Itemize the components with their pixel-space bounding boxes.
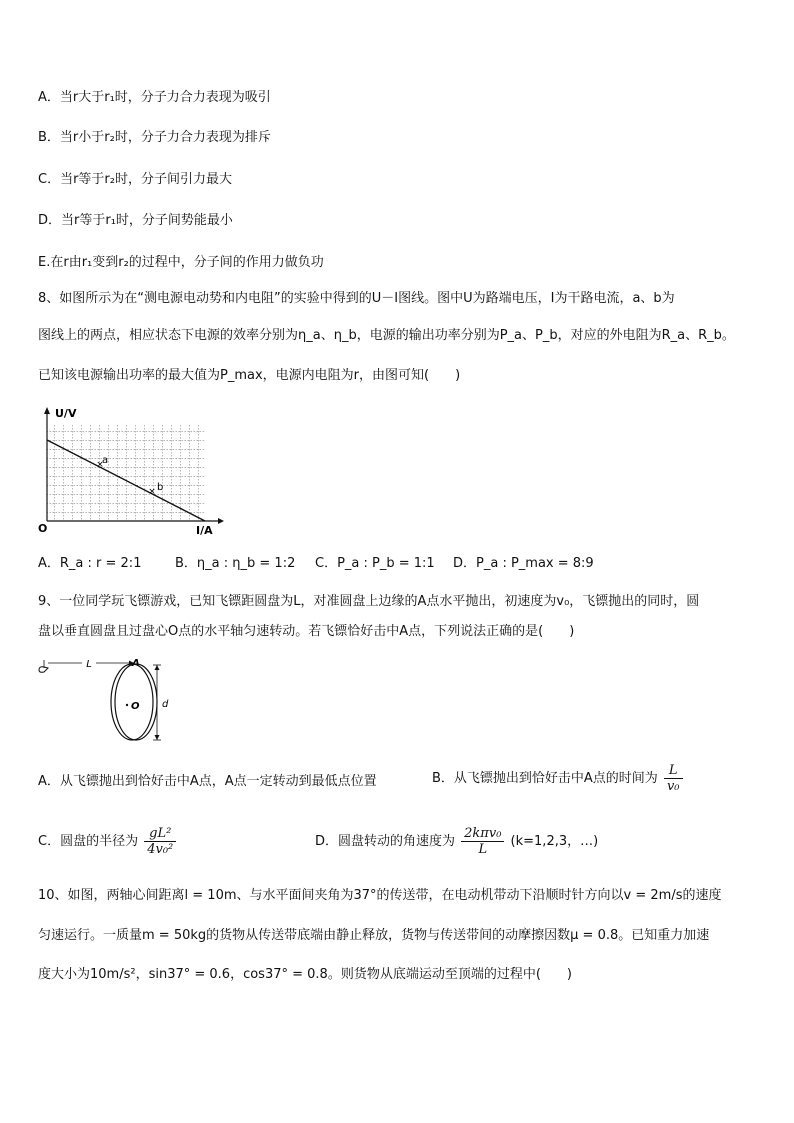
point-a-marker: × [96, 460, 104, 470]
distance-label: L [86, 659, 92, 670]
q9-option-d-text: D．圆盘转动的角速度为 [315, 834, 456, 849]
q8-ui-graph [36, 404, 226, 539]
q9-option-d-numerator: 2kπv₀ [461, 826, 504, 842]
center-o-label: O [131, 701, 140, 712]
q8-option-d: D．P_a : P_max = 8:9 [453, 556, 594, 571]
q9-option-c-fraction [144, 826, 176, 857]
q9-option-b-text: B．从飞镖抛出到恰好击中A点的时间为 [432, 771, 658, 786]
q9-stem-line1: 9、一位同学玩飞镖游戏，已知飞镖距圆盘为L，对准圆盘上边缘的A点水平抛出，初速度为v₀，飞镖抛出的同时，圆 [38, 594, 700, 609]
q8-option-a: A．R_a : r = 2:1 [38, 556, 142, 571]
q7-option-d: D．当r等于r₁时，分子间势能最小 [38, 213, 233, 228]
y-axis-arrow [44, 407, 50, 414]
x-axis-label: I/A [196, 524, 213, 537]
point-b-marker: × [148, 487, 156, 497]
q10-stem-line1: 10、如图，两轴心间距离l = 10m、与水平面间夹角为37°的传送带，在电动机带动下沿顺时针方向以v = 2m/s的速度 [38, 888, 722, 903]
q8-stem-line2: 图线上的两点，相应状态下电源的效率分别为η_a、η_b，电源的输出功率分别为P_a、P_b，对应的外电阻为R_a、R_b。 [38, 328, 735, 343]
graph-grid [47, 425, 205, 521]
q9-option-d-tail: (k=1,2,3，…) [510, 834, 599, 849]
q9-option-b-fraction [664, 763, 683, 794]
origin-label: O [38, 522, 48, 535]
q8-stem-line1: 8、如图所示为在“测电源电动势和内电阻”的实验中得到的U－I图线。图中U为路端电压，I为干路电流，a、b为 [38, 291, 675, 306]
q7-option-e: E.在r由r₁变到r₂的过程中，分子间的作用力做负功 [38, 255, 324, 270]
q9-stem-line2: 盘以垂直圆盘且过盘心O点的水平轴匀速转动。若飞镖恰好击中A点，下列说法正确的是( ) [38, 624, 575, 639]
q9-option-c-numerator: gL² [144, 826, 176, 842]
q9-dart-disk-figure [36, 654, 176, 746]
diameter-arrow-down [155, 735, 160, 740]
q7-option-c: C．当r等于r₂时，分子间引力最大 [38, 172, 232, 187]
q10-stem-line2: 匀速运行。一质量m = 50kg的货物从传送带底端由静止释放，货物与传送带间的动摩擦因数μ = 0.8。已知重力加速 [38, 928, 710, 943]
disk-center-dot [126, 704, 128, 706]
q7-option-a: A．当r大于r₁时，分子力合力表现为吸引 [38, 90, 271, 105]
q9-option-d-fraction [461, 826, 504, 857]
point-a-label: A [132, 658, 140, 669]
q8-option-b: B．η_a : η_b = 1:2 [175, 556, 296, 571]
q10-stem-line3: 度大小为10m/s²，sin37° = 0.6，cos37° = 0.8。则货物从底端运动至顶端的过程中( ) [38, 967, 572, 982]
q9-option-c-denominator: 4v₀² [147, 842, 174, 857]
q9-option-c [38, 826, 178, 857]
q9-option-c-text: C．圆盘的半径为 [38, 834, 139, 849]
y-axis-label: U/V [55, 407, 77, 420]
q9-option-a: A．从飞镖抛出到恰好击中A点，A点一定转动到最低点位置 [38, 774, 377, 789]
diameter-arrow-up [155, 665, 160, 670]
q9-option-d-denominator: L [478, 842, 488, 857]
q9-option-b-numerator: L [664, 763, 683, 779]
q8-option-c: C．P_a : P_b = 1:1 [315, 556, 435, 571]
q7-option-b: B．当r小于r₂时，分子力合力表现为排斥 [38, 130, 271, 145]
q9-option-b [432, 763, 685, 794]
point-a-label: a [102, 455, 109, 466]
diameter-label: d [162, 699, 169, 710]
point-b-label: b [157, 482, 164, 493]
q9-option-b-denominator: v₀ [666, 779, 680, 794]
q8-stem-line3: 已知该电源输出功率的最大值为P_max，电源内电阻为r，由图可知( ) [38, 368, 461, 383]
q9-option-d [315, 826, 598, 857]
dart-icon [39, 667, 48, 672]
x-axis-arrow [218, 518, 224, 524]
